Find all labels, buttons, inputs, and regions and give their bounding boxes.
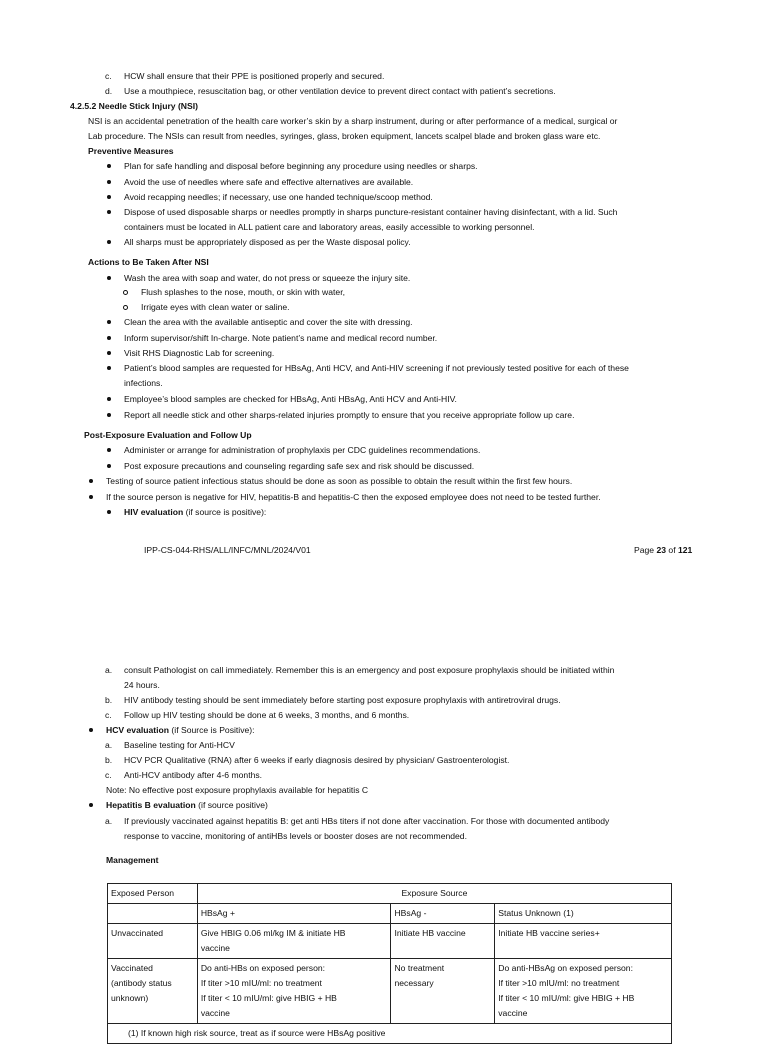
bullet-icon [89,479,93,483]
table-cell: Vaccinated (antibody status unknown) [108,959,198,1024]
list-marker: b. [105,755,113,765]
list-item-text: containers must be located in ALL patient care and laboratory areas, easily accessible to working personnel. [124,222,535,232]
hepb-evaluation-line: Hepatitis B evaluation (if source positive) [106,800,268,810]
bullet-icon [89,728,93,732]
list-item-text: Patient’s blood samples are requested for HBsAg, Anti HCV, and Anti-HIV screening if not previously tested positive for each of these [124,363,629,373]
subheading-actions: Actions to Be Taken After NSI [88,257,209,267]
list-item-text: Avoid recapping needles; if necessary, use one handed technique/scoop method. [124,192,433,202]
bullet-icon [107,336,111,340]
hcv-evaluation-line: HCV evaluation (if Source is Positive): [106,725,255,735]
bullet-icon [107,351,111,355]
list-item-text: Avoid the use of needles where safe and effective alternatives are available. [124,177,414,187]
list-item-text: HIV antibody testing should be sent immediately before starting post exposure prophylaxis with antiretroviral drugs. [124,695,561,705]
table-cell [108,904,198,924]
table-subheader-row [108,904,672,924]
bullet-icon [107,366,111,370]
bullet-icon [89,495,93,499]
list-item-text: Clean the area with the available antiseptic and cover the site with dressing. [124,317,413,327]
list-item-text: response to vaccine, monitoring of antiHBs levels or booster doses are not recommended. [124,831,467,841]
bullet-icon [107,397,111,401]
intro-line: NSI is an accidental penetration of the health care worker’s skin by a sharp instrument, during or after performance of a medical, surgical or [88,116,618,126]
header-status-unknown: Status Unknown (1) [495,904,672,924]
list-item-text: Use a mouthpiece, resuscitation bag, or other ventilation device to prevent direct contact with patient’s secretions. [124,86,556,96]
list-item-text: Administer or arrange for administration of prophylaxis per CDC guidelines recommendations. [124,445,481,455]
list-item-text: Flush splashes to the nose, mouth, or skin with water, [141,287,345,297]
table-row [108,924,672,959]
note-text: Note: No effective post exposure prophylaxis available for hepatitis C [106,785,369,795]
list-item-text: If previously vaccinated against hepatitis B: get anti HBs titers if not done after vaccination. For those with documented antibody [124,816,610,826]
list-item-text: Report all needle stick and other sharps-related injuries promptly to ensure that you receive appropriate follow up care. [124,410,575,420]
list-item-text: Plan for safe handling and disposal before beginning any procedure using needles or sharps. [124,161,478,171]
list-item-text: HCW shall ensure that their PPE is positioned properly and secured. [124,71,385,81]
bullet-icon [107,164,111,168]
list-marker: c. [105,770,112,780]
management-table [107,883,672,1044]
hiv-evaluation-line: HIV evaluation (if source is positive): [124,507,267,517]
list-item-text: Employee’s blood samples are checked for HBsAg, Anti HBsAg, Anti HCV and Anti-HIV. [124,394,457,404]
list-item-text: infections. [124,378,163,388]
list-item-text: Irrigate eyes with clean water or saline. [141,302,290,312]
list-item-text: 24 hours. [124,680,160,690]
list-item-text: consult Pathologist on call immediately. Remember this is an emergency and post exposure prophylaxis should be initiated within [124,665,615,675]
list-item-text: Testing of source patient infectious status should be done as soon as possible to obtain the result within the first few hours. [106,476,573,486]
table-cell: Initiate HB vaccine series+ [495,924,672,959]
list-item-text: HCV PCR Qualitative (RNA) after 6 weeks if early diagnosis desired by physician/ Gastroenterologist. [124,755,510,765]
table-cell: Do anti-HBs on exposed person: If titer >10 mIU/ml: no treatment If titer < 10 mIU/ml: give HBIG + HB vaccine [197,959,391,1024]
table-footnote-row [108,1024,672,1044]
bullet-icon [107,510,111,514]
header-hbsag-positive: HBsAg + [197,904,391,924]
list-item-text: Post exposure precautions and counseling regarding safe sex and risk should be discussed. [124,461,475,471]
list-item-text: Dispose of used disposable sharps or needles promptly in sharps puncture-resistant container having disinfectant, with a lid. Such [124,207,618,217]
bullet-icon [107,448,111,452]
table-cell: Initiate HB vaccine [391,924,495,959]
list-item-text: Wash the area with soap and water, do not press or squeeze the injury site. [124,273,411,283]
list-marker: c. [105,71,112,81]
table-header-row [108,884,672,904]
table-cell: Unvaccinated [108,924,198,959]
list-item-text: Visit RHS Diagnostic Lab for screening. [124,348,275,358]
list-item-text: If the source person is negative for HIV, hepatitis-B and hepatitis-C then the exposed employee does not need to be tested further. [106,492,601,502]
bullet-icon [107,240,111,244]
bullet-icon [107,180,111,184]
sub-bullet-icon [123,305,128,310]
bullet-icon [89,803,93,807]
bullet-icon [107,320,111,324]
table-cell: Do anti-HBsAg on exposed person: If titer >10 mIU/ml: no treatment If titer < 10 mIU/ml: give HBIG + HB vaccine [495,959,672,1024]
list-marker: a. [105,816,113,826]
bullet-icon [107,413,111,417]
list-item-text: Baseline testing for Anti-HCV [124,740,235,750]
list-marker: c. [105,710,112,720]
page-number: Page 23 of 121 [634,545,693,555]
subheading-post-exposure: Post-Exposure Evaluation and Follow Up [84,430,252,440]
section-heading: 4.2.5.2 Needle Stick Injury (NSI) [70,101,198,111]
management-heading: Management [106,855,159,865]
table-cell: Give HBIG 0.06 ml/kg IM & initiate HB vaccine [197,924,391,959]
list-marker: a. [105,740,113,750]
header-exposure-source: Exposure Source [197,884,671,904]
subheading-preventive: Preventive Measures [88,146,174,156]
intro-line: Lab procedure. The NSIs can result from needles, syringes, glass, broken equipment, lancets scalpel blade and broken glass ware etc. [88,131,601,141]
document-code: IPP-CS-044-RHS/ALL/INFC/MNL/2024/V01 [144,545,311,555]
table-cell: No treatment necessary [391,959,495,1024]
sub-bullet-icon [123,290,128,295]
list-marker: b. [105,695,113,705]
bullet-icon [107,464,111,468]
list-item-text: Anti-HCV antibody after 4-6 months. [124,770,263,780]
list-item-text: Follow up HIV testing should be done at 6 weeks, 3 months, and 6 months. [124,710,410,720]
list-marker: d. [105,86,113,96]
list-marker: a. [105,665,113,675]
bullet-icon [107,276,111,280]
table-row [108,959,672,1024]
list-item-text: Inform supervisor/shift In-charge. Note patient’s name and medical record number. [124,333,438,343]
header-hbsag-negative: HBsAg - [391,904,495,924]
bullet-icon [107,210,111,214]
list-item-text: All sharps must be appropriately disposed as per the Waste disposal policy. [124,237,411,247]
bullet-icon [107,195,111,199]
table-footnote: (1) If known high risk source, treat as if source were HBsAg positive [108,1024,672,1044]
header-exposed-person: Exposed Person [108,884,198,904]
